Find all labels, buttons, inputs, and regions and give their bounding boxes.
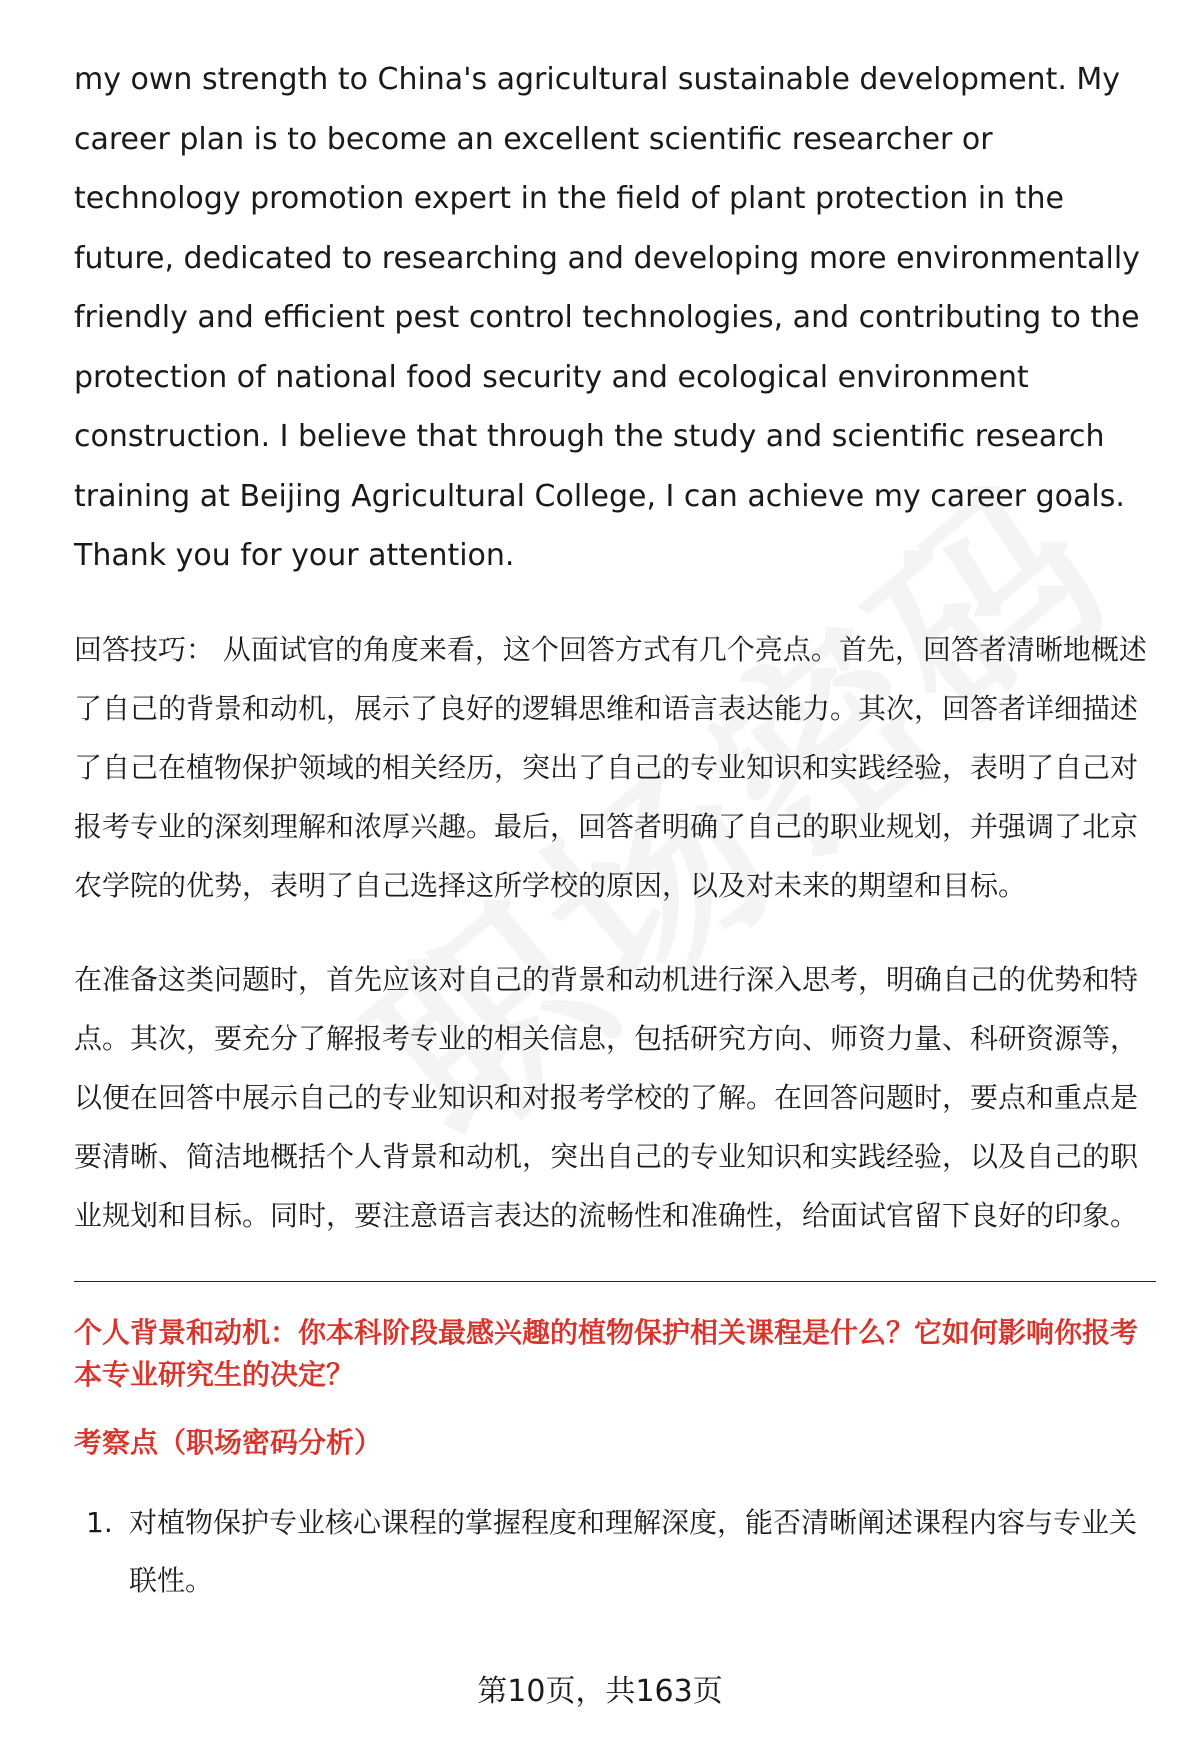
answer-tips-paragraph: 回答技巧： 从面试官的角度来看，这个回答方式有几个亮点。首先，回答者清晰地概述了自己的背景和动机，展示了良好的逻辑思维和语言表达能力。其次，回答者详细描述了自己在植物保护领域的相关经历，突出了自己的专业知识和实践经验，表明了自己对报考专业的深刻理解和浓厚兴趣。最后，回答者明确了自己的职业规划，并强调了北京农学院的优势，表明了自己选择这所学校的原因，以及对未来的期望和目标。 bbox=[74, 632, 1147, 903]
section-title: 考察点（职场密码分析） bbox=[74, 1425, 383, 1459]
list-item bbox=[74, 1494, 1156, 1610]
interview-question: 个人背景和动机：你本科阶段最感兴趣的植物保护相关课程是什么？它如何影响你报考本专业研究生的决定？ bbox=[74, 1315, 1139, 1391]
preparation-paragraph: 在准备这类问题时，首先应该对自己的背景和动机进行深入思考，明确自己的优势和特点。其次，要充分了解报考专业的相关信息，包括研究方向、师资力量、科研资源等，以便在回答中展示自己的专业知识和对报考学校的了解。在回答问题时，要点和重点是要清晰、简洁地概括个人背景和动机，突出自己的专业知识和实践经验，以及自己的职业规划和目标。同时，要注意语言表达的流畅性和准确性，给面试官留下良好的印象。 bbox=[74, 962, 1139, 1233]
list-item-number: 1. bbox=[86, 1505, 113, 1539]
section-divider bbox=[74, 1281, 1156, 1282]
english-answer-paragraph: my own strength to China's agricultural sustainable development. My career plan is to become an excellent scientific researcher or technology promotion expert in the field of plant protection in the future, dedicated to researching and developing more environmentally friendly and efficient pest control technologies, and contributing to the protection of national food security and ecological environment construction. I believe that through the study and scientific research training at Beijing Agricultural College, I can achieve my career goals. Thank you for your attention. bbox=[74, 62, 1140, 573]
page-content bbox=[74, 50, 1156, 1610]
assessment-points-list bbox=[74, 1494, 1156, 1610]
page-footer: 第10页，共163页 bbox=[477, 1674, 723, 1709]
list-item-text: 对植物保护专业核心课程的掌握程度和理解深度，能否清晰阐述课程内容与专业关联性。 bbox=[129, 1505, 1138, 1597]
